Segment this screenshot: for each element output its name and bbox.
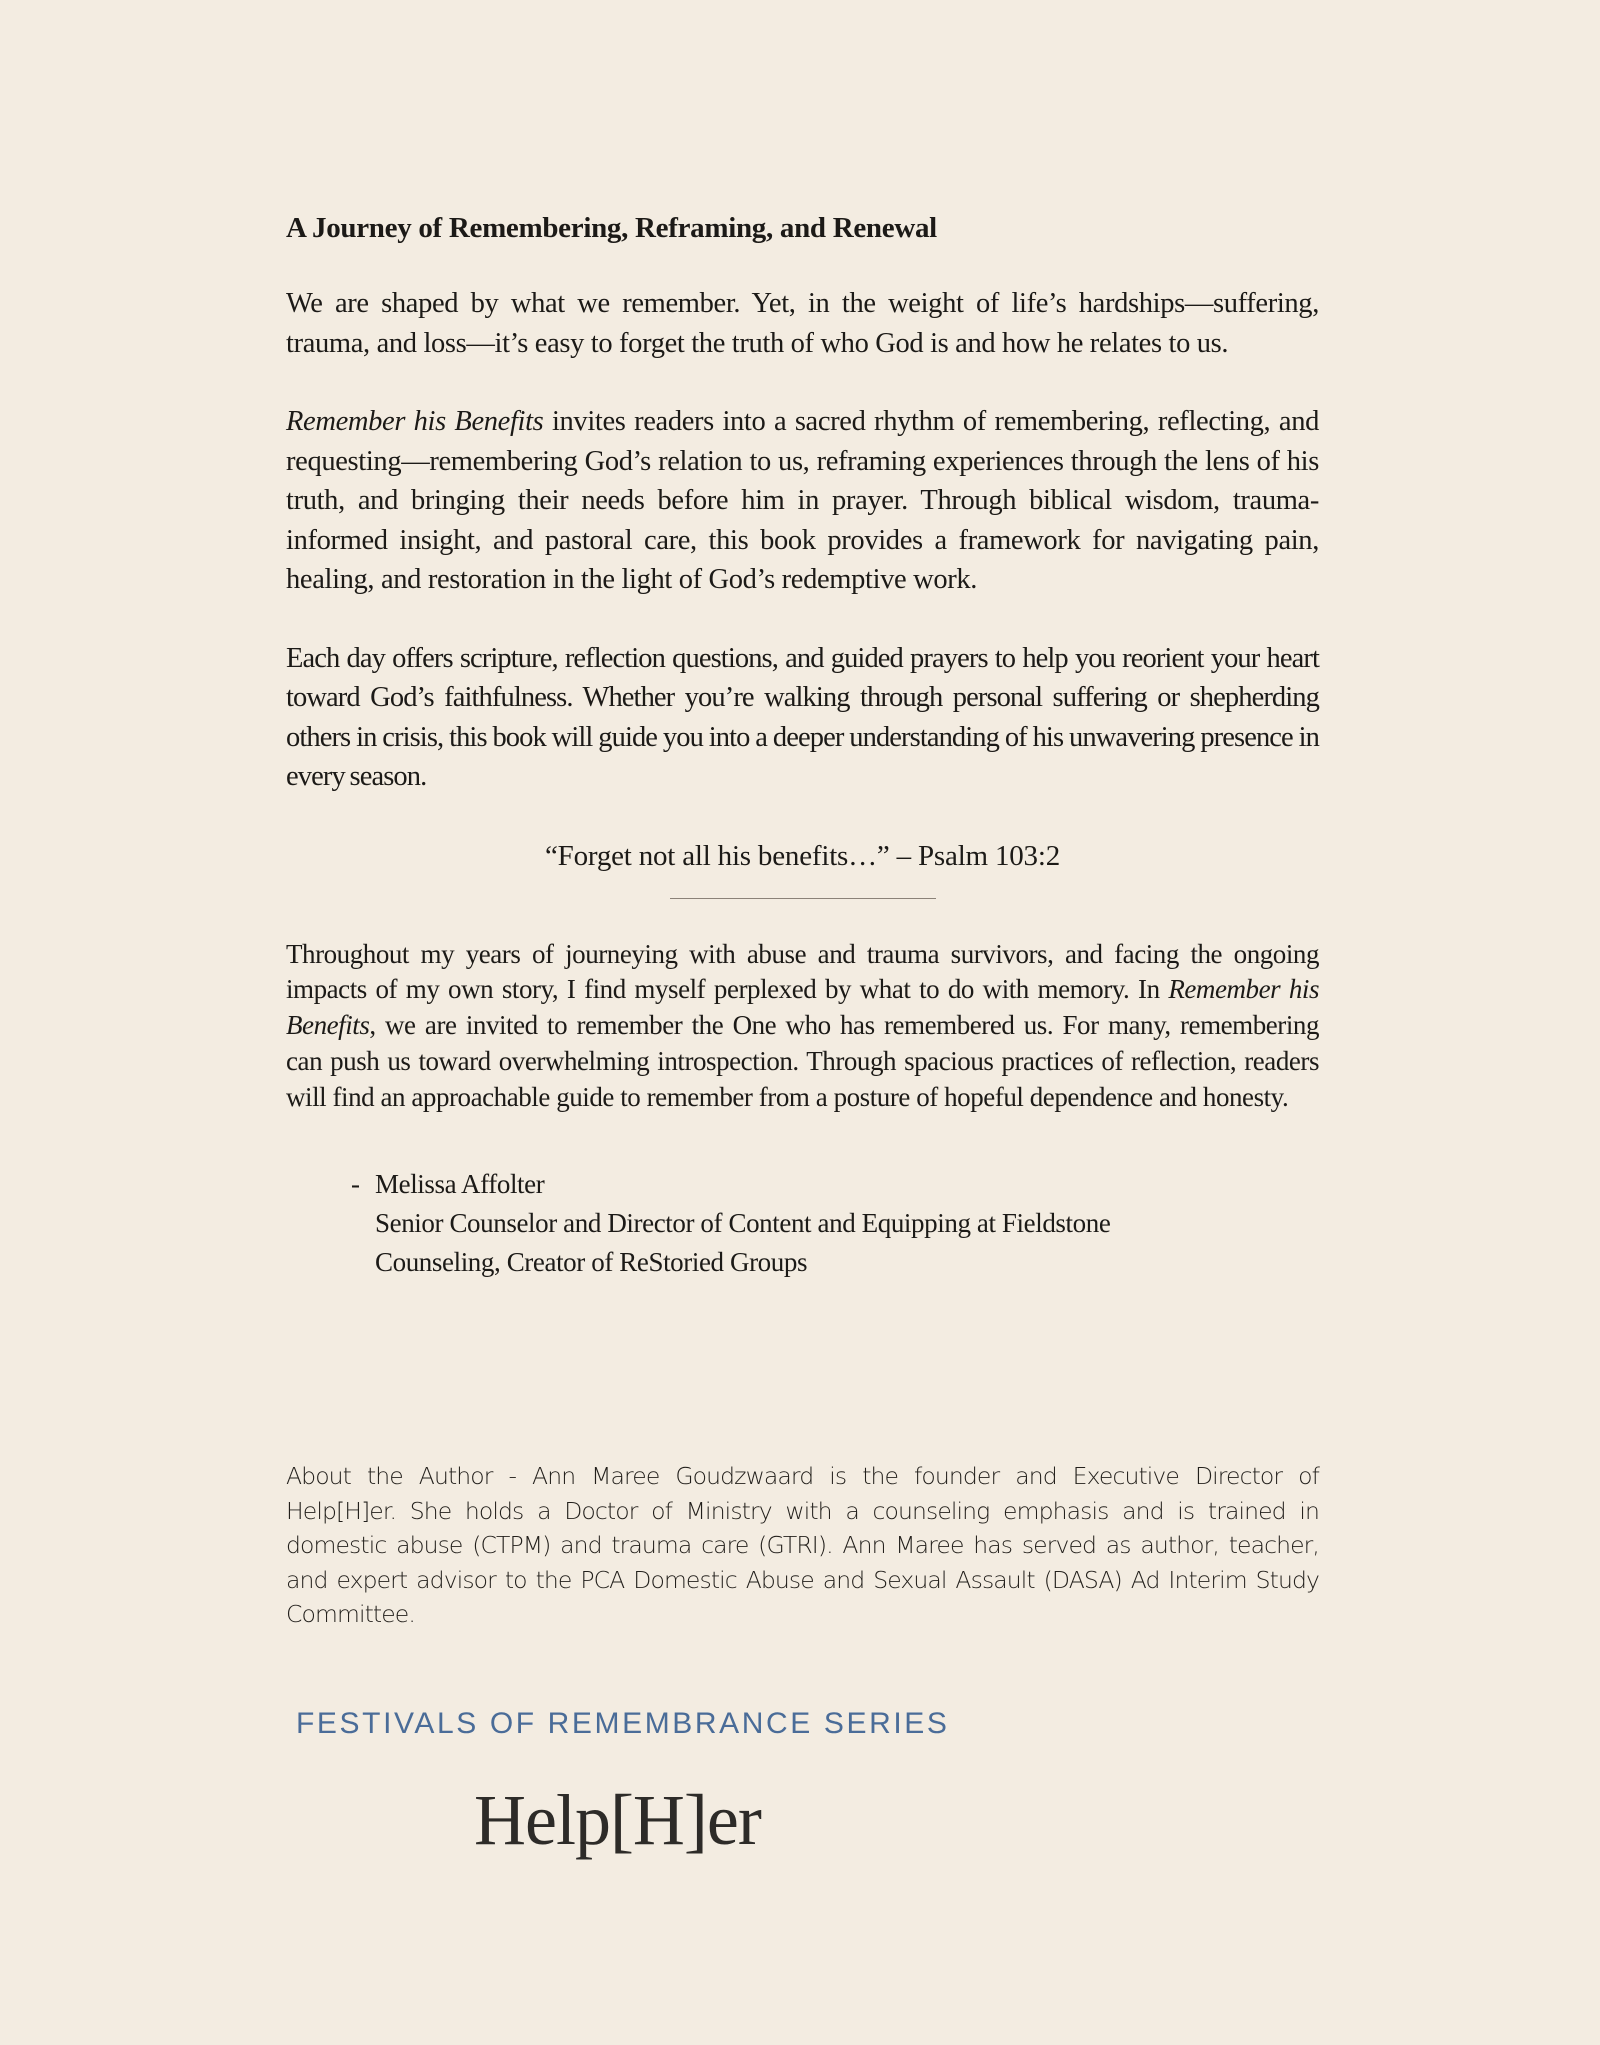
endorser-title-line-1: Senior Counselor and Director of Content and Equipping at Fieldstone — [375, 1208, 1111, 1239]
endorsement-book-title: Remember his Benefits — [286, 974, 1319, 1041]
description-paragraph — [286, 402, 1319, 600]
endorser-title-line-2: Counseling, Creator of ReStoried Groups — [375, 1247, 808, 1278]
endorsement-text-before: Throughout my years of journeying with abuse and trauma survivors, and facing the ongoing impacts of my own story, I find myself perplexed by what to do with memory. In — [286, 938, 1319, 1005]
daily-paragraph: Each day offers scripture, reflection questions, and guided prayers to help you reorient your heart toward God’s faithfulness. Whether you’re walking through personal suffering or shepherding others in crisis, this book will guide you into a deeper understanding of his unwavering presence in every season. — [286, 642, 1319, 792]
endorsement-text-after: , we are invited to remember the One who has remembered us. For many, remembering can push us toward overwhelming introspection. Through spacious practices of reflection, readers will find an approachable guide to remember from a posture of hopeful dependence and honesty. — [286, 1010, 1319, 1112]
endorsement-quote — [286, 937, 1319, 1116]
description-text: invites readers into a sacred rhythm of remembering, reflecting, and requesting—remembering God’s relation to us, reframing experiences through the lens of his truth, and bringing their needs before him in prayer. Through biblical wisdom, trauma-informed insight, and pastoral care, this book provides a framework for navigating pain, healing, and restoration in the light of God’s redemptive work. — [286, 406, 1319, 595]
section-divider — [670, 898, 936, 899]
series-label: FESTIVALS OF REMEMBRANCE SERIES — [296, 1707, 950, 1740]
endorser-name: Melissa Affolter — [375, 1169, 545, 1200]
page-heading: A Journey of Remembering, Reframing, and Renewal — [286, 212, 937, 244]
back-cover-copy — [286, 208, 1319, 1282]
about-the-author: About the Author - Ann Maree Goudzwaard is the founder and Executive Director of Help[H]er. She holds a Doctor of Ministry with a counseling emphasis and is trained in domestic abuse (CTPM) and trauma care (GTRI). Ann Maree has served as author, teacher, and expert advisor to the PCA Domestic Abuse and Sexual Assault (DASA) Ad Interim Study Committee. — [286, 1462, 1319, 1628]
scripture-quote: “Forget not all his benefits…” – Psalm 103:2 — [544, 839, 1061, 872]
publisher-logo: Help[H]er — [474, 1780, 761, 1860]
endorsement-attribution — [351, 1165, 1319, 1282]
attribution-dash: - — [351, 1169, 360, 1200]
book-title-italic: Remember his Benefits — [286, 406, 544, 437]
intro-paragraph: We are shaped by what we remember. Yet, in the weight of life’s hardships—suffering, trauma, and loss—it’s easy to forget the truth of who God is and how he relates to us. — [286, 288, 1319, 359]
